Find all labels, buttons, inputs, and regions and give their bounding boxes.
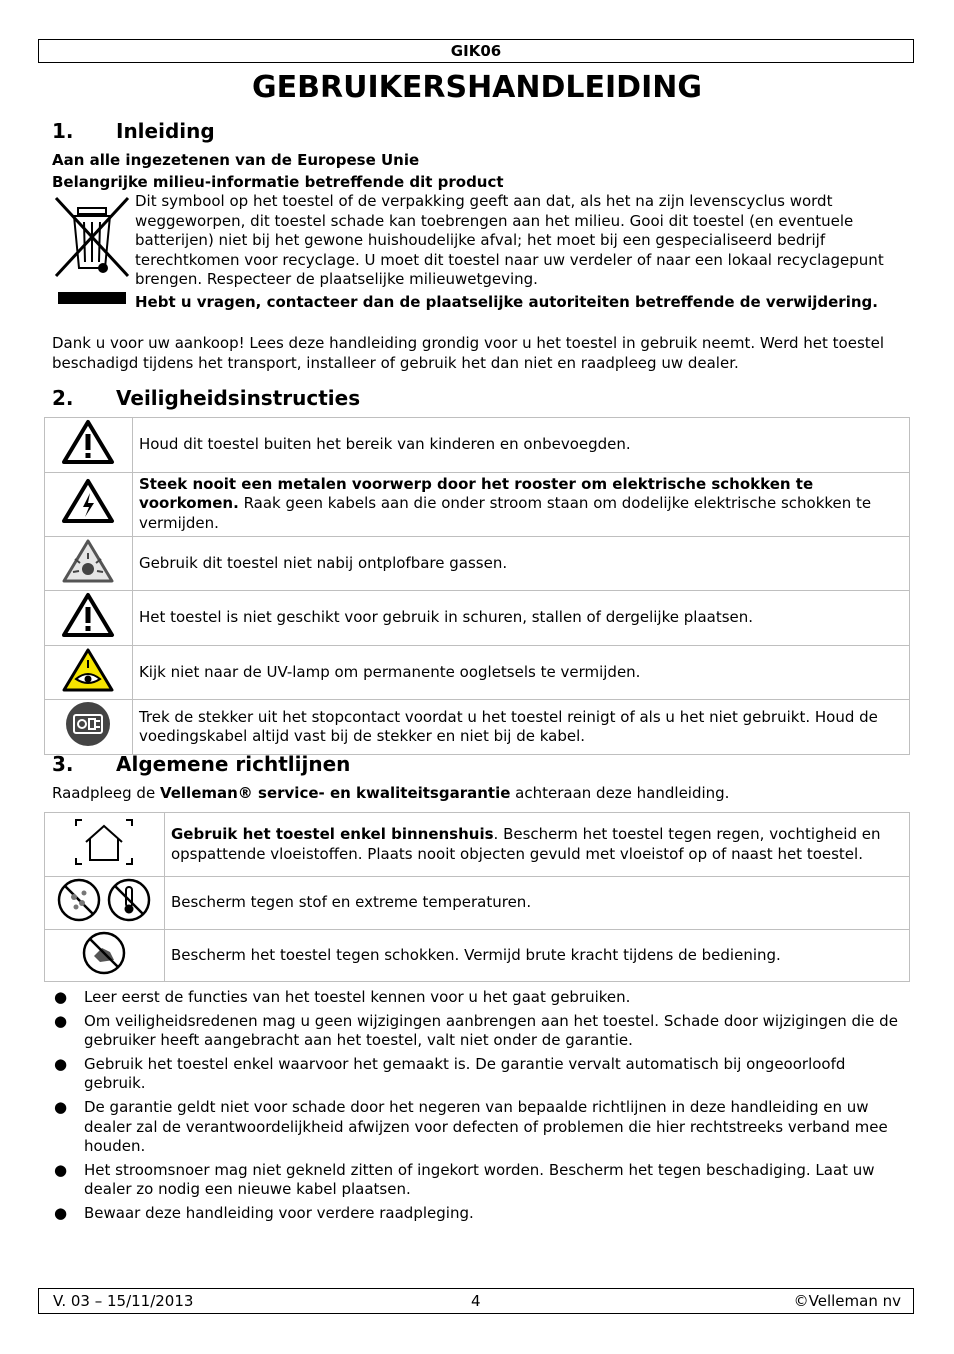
instruction-text: Gebruik dit toestel niet nabij ontplofbare gassen. [132,536,909,591]
bullet-icon: ● [54,1160,68,1179]
dust-temperature-icon [54,877,154,923]
bullet-icon: ● [54,1203,68,1222]
instruction-text: Kijk niet naar de UV-lamp om permanente oogletsels te vermijden. [132,645,909,700]
list-item: ● Om veiligheidsredenen mag u geen wijzigingen aanbrengen aan het toestel. Schade door wijzigingen die de gebruiker heeft aangebracht aan het toestel, valt niet onder de garantie. [54,1011,898,1050]
bullet-icon: ● [54,1054,68,1073]
no-shock-icon [80,930,128,976]
eu-residents-line: Aan alle ingezetenen van de Europese Unie [52,151,420,169]
table-row [45,813,910,877]
document-title: GEBRUIKERSHANDLEIDING [252,70,702,105]
icon-cell [45,472,133,536]
guideline-text: Bescherm tegen stof en extreme temperaturen. [164,877,909,930]
list-item: ● Bewaar deze handleiding voor verdere raadpleging. [54,1203,474,1222]
table-row [45,700,910,755]
icon-cell [45,700,133,755]
guideline-text: Bescherm het toestel tegen schokken. Vermijd brute kracht tijdens de bediening. [164,929,909,982]
list-item: ● Het stroomsnoer mag niet gekneld zitten of ingekort worden. Bescherm het tegen beschadiging. Laat uw dealer zo nodig een nieuwe kabel plaatsen. [54,1160,875,1199]
unplug-icon [64,700,112,748]
bullet-icon: ● [54,988,68,1006]
version-date: V. 03 – 15/11/2013 [53,1292,194,1310]
table-row [45,877,910,930]
contact-authorities-note: Hebt u vragen, contacteer dan de plaatselijke autoriteiten betreffende de verwijdering. [135,293,878,311]
environment-info-line: Belangrijke milieu-informatie betreffende dit product [52,173,504,191]
instruction-text: Trek de stekker uit het stopcontact voordat u het toestel reinigt of als u het niet gebruikt. Houd de voedingskabel altijd vast bij de stekker en niet bij de kabel. [132,700,909,755]
section-title: Inleiding [116,119,215,143]
table-row [45,591,910,646]
icon-cell [45,929,165,982]
warning-triangle-icon [60,418,116,466]
warning-triangle-icon [60,591,116,639]
section-heading-inleiding [52,118,215,144]
section-number: 3. [52,752,74,776]
thanks-paragraph: Dank u voor uw aankoop! Lees deze handleiding grondig voor u het toestel in gebruik neemt. Werd het toestel beschadigd tijdens het transport, installeer of gebruik het dan niet en raadpleeg uw dealer. [52,334,885,372]
list-item: ● Leer eerst de functies van het toestel kennen voor u het gaat gebruiken. [54,988,631,1006]
guidelines-list [52,988,902,1228]
weee-bin-icon [52,194,132,306]
section-number: 1. [52,119,74,143]
electric-shock-warning-icon [60,477,116,525]
guarantee-reference: Raadpleeg de Velleman® service- en kwaliteitsgarantie achteraan deze handleiding. [52,784,730,802]
copyright: ©Velleman nv [793,1292,901,1310]
icon-cell [45,536,133,591]
table-row [45,418,910,473]
general-guidelines-table [44,812,910,982]
list-item: ● De garantie geldt niet voor schade door het negeren van bepaalde richtlijnen in deze handleiding en uw dealer zal de verantwoordelijkheid afwijzen voor defecten of problemen die hier rechtstreeks verband mee houden. [54,1097,888,1156]
safety-instructions-table [44,417,910,755]
section-heading-algemene-richtlijnen [52,751,350,777]
list-item: ● Gebruik het toestel enkel waarvoor het gemaakt is. De garantie vervalt automatisch bij ongeoorloofd gebruik. [54,1054,846,1093]
instruction-text: Houd dit toestel buiten het bereik van kinderen en onbevoegden. [132,418,909,473]
table-row [45,536,910,591]
icon-cell [45,645,133,700]
table-row [45,929,910,982]
weee-paragraph: Dit symbool op het toestel of de verpakking geeft aan dat, als het na zijn levenscyclus wordt weggeworpen, dit toestel schade kan toebrengen aan het milieu. Gooi dit toestel (en eventuele batterijen) niet bij het gewone huishoudelijke afval; het moet bij een gespecialiseerd bedrijf terechtkomen voor recyclage. U moet dit toestel naar uw verdeler of naar een lokaal recyclagepunt brengen. Respecteer de plaatselijke milieuwetgeving. [135,192,884,289]
page-footer [38,1288,914,1314]
table-row [45,645,910,700]
indoor-use-icon [72,816,136,868]
guideline-text: Gebruik het toestel enkel binnenshuis. Bescherm het toestel tegen regen, vochtigheid en opspattende vloeistoffen. Plaats nooit objecten gevuld met vloeistof op of naast het toestel. [164,813,909,877]
section-title: Algemene richtlijnen [116,752,351,776]
section-heading-veiligheidsinstructies [52,385,360,411]
icon-cell [45,591,133,646]
icon-cell [45,877,165,930]
section-number: 2. [52,386,74,410]
model-code: GIK06 [450,42,502,60]
icon-cell [45,418,133,473]
instruction-text: Steek nooit een metalen voorwerp door het rooster om elektrische schokken te voorkomen. Raak geen kabels aan die onder stroom staan om dodelijke elektrische schokken te vermijden. [132,472,909,536]
uv-eye-warning-icon [60,646,116,694]
table-row [45,472,910,536]
icon-cell [45,813,165,877]
instruction-text: Het toestel is niet geschikt voor gebruik in schuren, stallen of dergelijke plaatsen. [132,591,909,646]
bullet-icon: ● [54,1011,68,1030]
page-header [38,39,914,63]
bullet-icon: ● [54,1097,68,1116]
page-number: 4 [471,1292,481,1310]
explosive-gas-icon [60,537,116,585]
section-title: Veiligheidsinstructies [116,386,361,410]
